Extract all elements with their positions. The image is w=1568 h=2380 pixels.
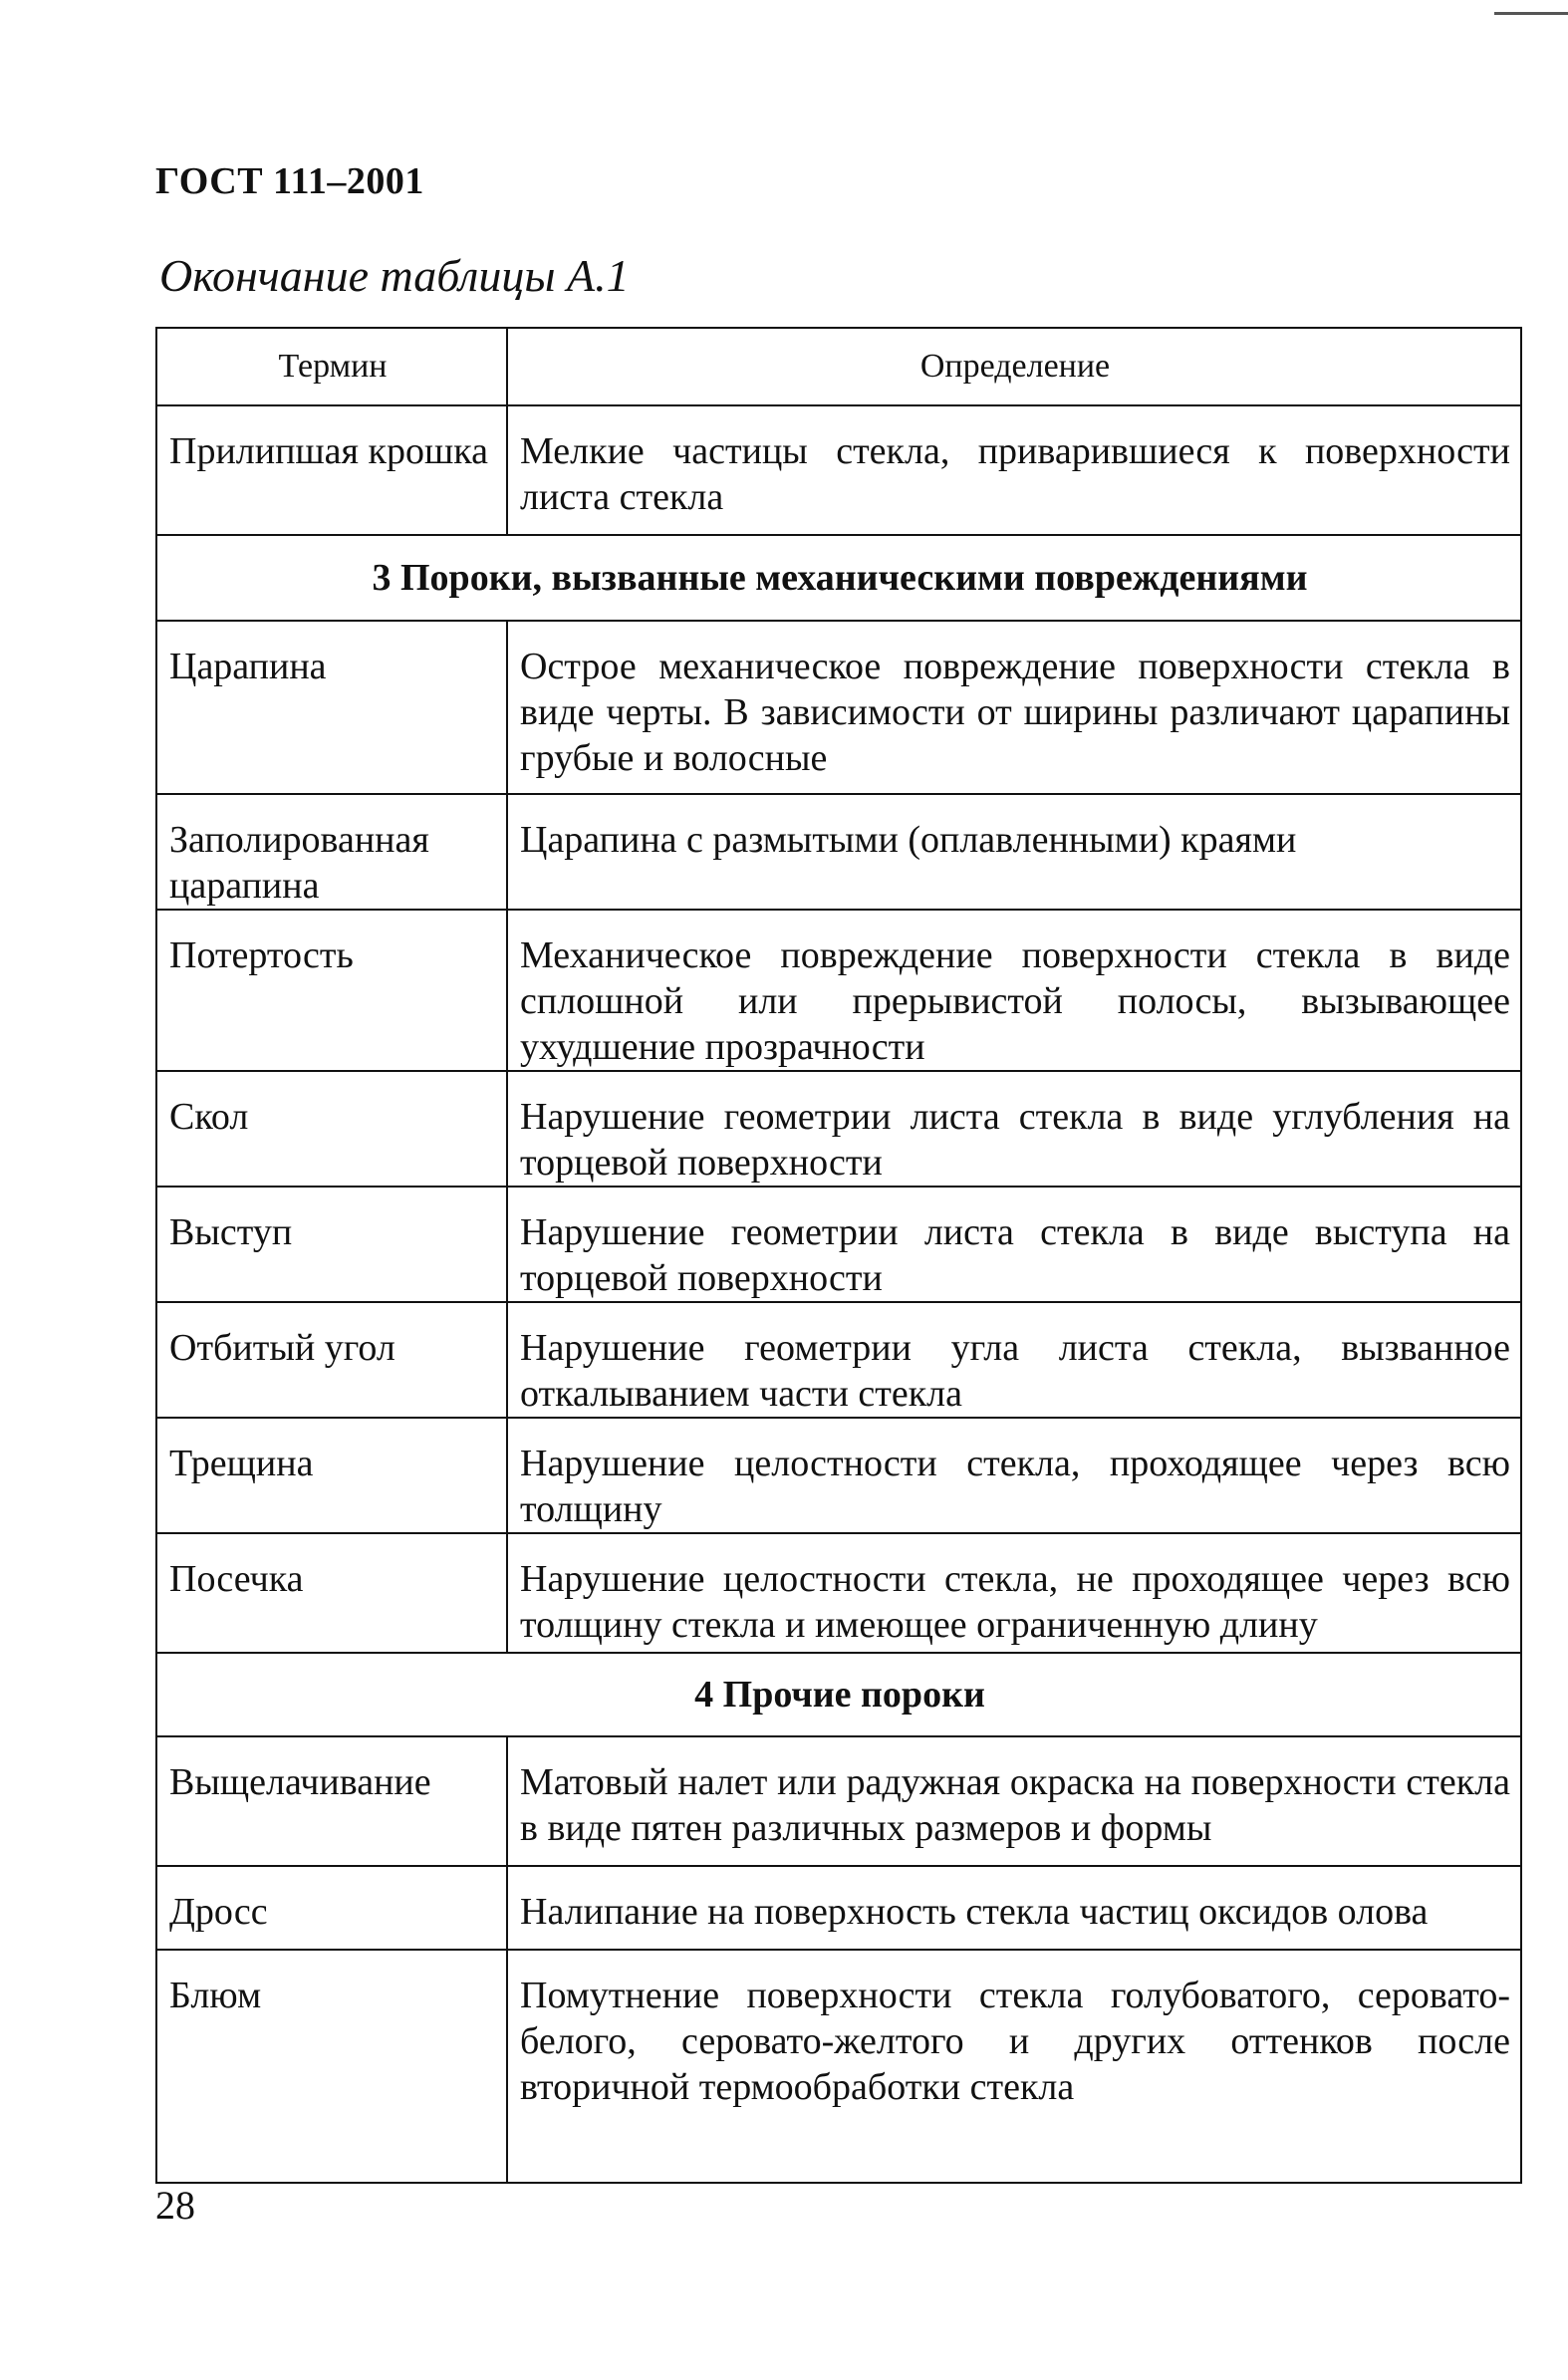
section-row (156, 1653, 1521, 1736)
definition-cell: Острое механическое повреждение поверхности стекла в виде черты. В зависимости от ширины различают царапины грубые и волосные (507, 621, 1521, 794)
term-cell: Заполированная царапина (156, 794, 507, 910)
term-cell: Дросс (156, 1866, 507, 1950)
term-cell: Блюм (156, 1950, 507, 2183)
term-cell: Посечка (156, 1533, 507, 1653)
table-row (156, 1071, 1521, 1187)
definition-cell: Нарушение геометрии листа стекла в виде выступа на торцевой поверхности (507, 1187, 1521, 1302)
table-row (156, 1302, 1521, 1418)
definition-cell: Налипание на поверхность стекла частиц оксидов олова (507, 1866, 1521, 1950)
definition-cell: Нарушение целостности стекла, не проходящее через всю толщину стекла и имеющее ограниченную длину (507, 1533, 1521, 1653)
section-row (156, 535, 1521, 621)
table-caption: Окончание таблицы А.1 (159, 250, 630, 301)
table-row (156, 1187, 1521, 1302)
term-cell: Царапина (156, 621, 507, 794)
term-cell: Выступ (156, 1187, 507, 1302)
table-row (156, 1418, 1521, 1533)
definition-cell: Помутнение поверхности стекла голубоватого, серовато-белого, серовато-желтого и других оттенков после вторичной термообработки стекла (507, 1950, 1521, 2183)
term-cell: Потертость (156, 910, 507, 1071)
definition-cell: Механическое повреждение поверхности стекла в виде сплошной или прерывистой полосы, вызывающее ухудшение прозрачности (507, 910, 1521, 1071)
table-row (156, 1866, 1521, 1950)
definition-cell: Мелкие частицы стекла, приварившиеся к поверхности листа стекла (507, 405, 1521, 535)
table-row (156, 1736, 1521, 1866)
terms-table (155, 327, 1522, 2184)
definition-cell: Царапина с размытыми (оплавленными) краями (507, 794, 1521, 910)
definition-cell: Матовый налет или радужная окраска на поверхности стекла в виде пятен различных размеров и формы (507, 1736, 1521, 1866)
column-header-term: Термин (156, 328, 507, 405)
term-cell: Скол (156, 1071, 507, 1187)
table-row (156, 1950, 1521, 2183)
term-cell: Трещина (156, 1418, 507, 1533)
table-row (156, 794, 1521, 910)
page-number: 28 (155, 2183, 195, 2228)
table-row (156, 621, 1521, 794)
definition-cell: Нарушение геометрии угла листа стекла, вызванное откалыванием части стекла (507, 1302, 1521, 1418)
corner-rule (1494, 12, 1568, 15)
table-row (156, 405, 1521, 535)
section-title: 3 Пороки, вызванные механическими повреждениями (156, 535, 1521, 621)
definition-cell: Нарушение целостности стекла, проходящее через всю толщину (507, 1418, 1521, 1533)
section-title: 4 Прочие пороки (156, 1653, 1521, 1736)
table-row (156, 1533, 1521, 1653)
term-cell: Прилипшая крошка (156, 405, 507, 535)
term-cell: Отбитый угол (156, 1302, 507, 1418)
definition-cell: Нарушение геометрии листа стекла в виде углубления на торцевой поверхности (507, 1071, 1521, 1187)
column-header-definition: Определение (507, 328, 1521, 405)
table-row (156, 910, 1521, 1071)
term-cell: Выщелачивание (156, 1736, 507, 1866)
document-code: ГОСТ 111–2001 (155, 160, 424, 202)
table-header-row (156, 328, 1521, 405)
